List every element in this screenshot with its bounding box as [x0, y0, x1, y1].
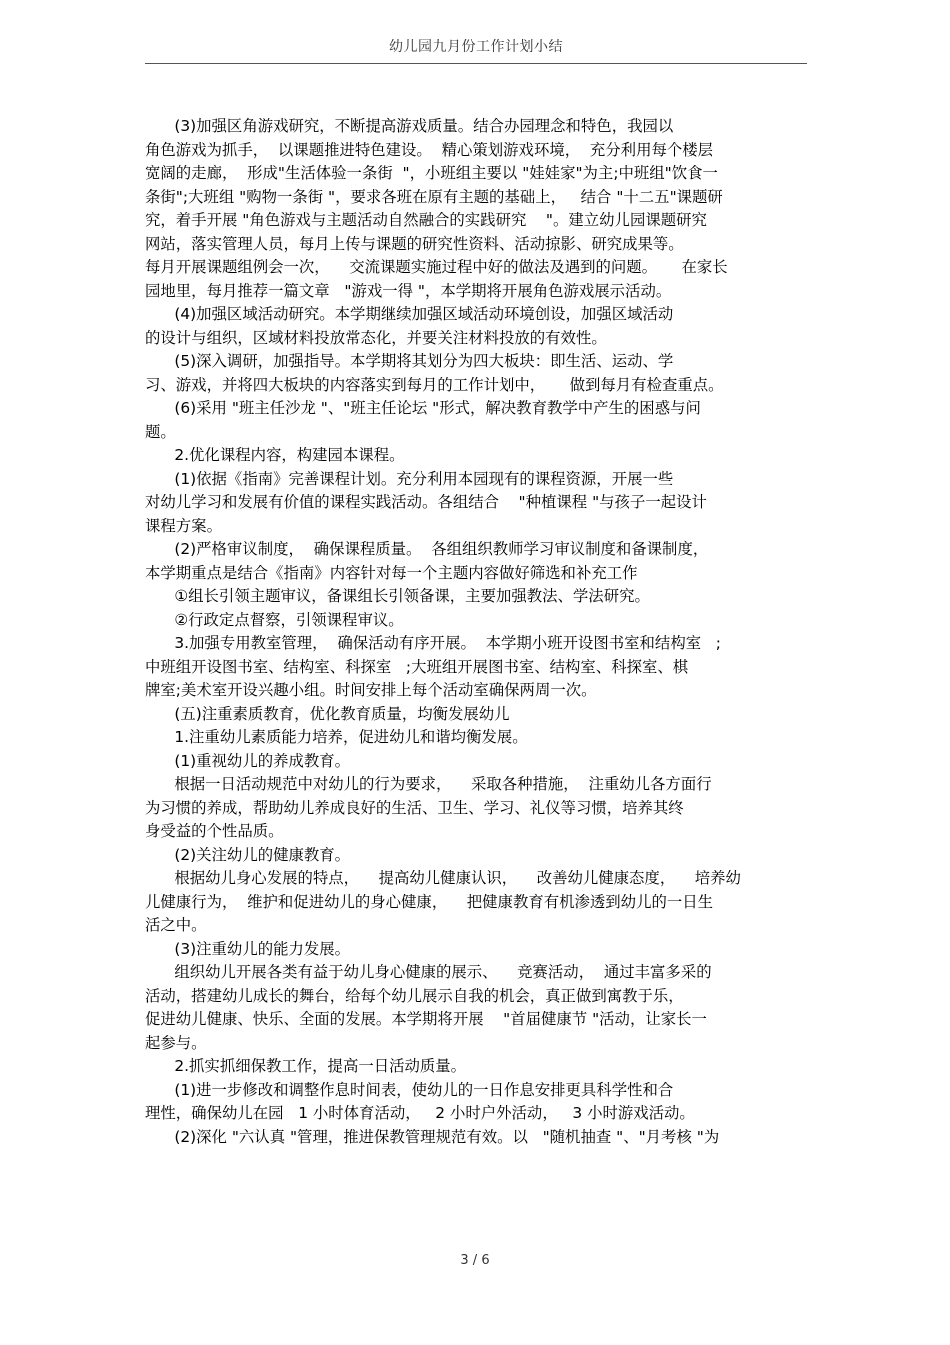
text-line: 活之中。	[145, 916, 207, 934]
text-line: 根据一日活动规范中对幼儿的行为要求， 采取各种措施， 注重幼儿各方面行	[145, 775, 712, 793]
text-line: (五)注重素质教育，优化教育质量，均衡发展幼儿	[145, 704, 510, 723]
text-line: 3.加强专用教室管理， 确保活动有序开展。 本学期小班开设图书室和结构室 ;	[145, 634, 721, 652]
text-line: 对幼儿学习和发展有价值的课程实践活动。各组结合 "种植课程 "与孩子一起设计	[145, 493, 707, 511]
text-line: ①组长引领主题审议，备课组长引领备课，主要加强教法、学法研究。	[145, 587, 650, 605]
text-line: 活动，搭建幼儿成长的舞台，给每个幼儿展示自我的机会，真正做到寓教于乐，	[145, 986, 684, 1005]
text-line: 身受益的个性品质。	[145, 822, 284, 840]
text-line: 2.抓实抓细保教工作，提高一日活动质量。	[145, 1057, 467, 1075]
text-line: 中班组开设图书室、结构室、科探室 ;大班组开展图书室、结构室、科探室、棋	[145, 657, 689, 676]
text-line: (4)加强区域活动研究。本学期继续加强区域活动环境创设，加强区域活动	[145, 305, 674, 323]
text-line: 本学期重点是结合《指南》内容针对每一个主题内容做好筛选和补充工作	[145, 563, 638, 582]
text-line: (1)重视幼儿的养成教育。	[145, 751, 351, 770]
text-line: (1)进一步修改和调整作息时间表，使幼儿的一日作息安排更具科学性和合	[145, 1080, 674, 1099]
text-line: (5)深入调研，加强指导。本学期将其划分为四大板块：即生活、运动、学	[145, 352, 674, 370]
running-header: 幼儿园九月份工作计划小结	[389, 39, 563, 55]
text-line: (1)依据《指南》完善课程计划。充分利用本园现有的课程资源，开展一些	[145, 469, 674, 488]
text-line: 促进幼儿健康、快乐、全面的发展。本学期将开展 "首届健康节 "活动，让家长一	[145, 1010, 707, 1028]
text-line: ②行政定点督察，引领课程审议。	[145, 610, 404, 629]
text-line: (2)深化 "六认真 "管理，推进保教管理规范有效。以 "随机抽查 "、"月考核 "为	[145, 1127, 720, 1146]
text-line: 园地里，每月推荐一篇文章 "游戏一得 "，本学期将开展角色游戏展示活动。	[145, 281, 672, 300]
text-line: (6)采用 "班主任沙龙 "、"班主任论坛 "形式，解决教育教学中产生的困惑与问	[145, 399, 701, 417]
text-line: 习、游戏，并将四大板块的内容落实到每月的工作计划中， 做到每月有检查重点。	[145, 375, 724, 394]
text-line: 角色游戏为抓手， 以课题推进特色建设。 精心策划游戏环境， 充分利用每个楼层	[145, 140, 714, 159]
text-line: (3)加强区角游戏研究，不断提高游戏质量。结合办园理念和特色，我园以	[145, 117, 674, 135]
text-line: (2)严格审议制度， 确保课程质量。 各组组织教师学习审议制度和备课制度，	[145, 540, 709, 558]
text-line: 究，着手开展 "角色游戏与主题活动自然融合的实践研究 "。建立幼儿园课题研究	[145, 211, 707, 229]
text-line: 网站，落实管理人员，每月上传与课题的研究性资料、活动掠影、研究成果等。	[145, 234, 684, 253]
document-body	[145, 115, 807, 1149]
text-line: 的设计与组织，区域材料投放常态化，并要关注材料投放的有效性。	[145, 328, 607, 347]
text-line: (2)关注幼儿的健康教育。	[145, 845, 351, 864]
text-line: 组织幼儿开展各类有益于幼儿身心健康的展示、 竞赛活动， 通过丰富多采的	[145, 963, 712, 981]
text-line: 每月开展课题组例会一次， 交流课题实施过程中好的做法及遇到的问题。 在家长	[145, 258, 728, 276]
text-line: 为习惯的养成，帮助幼儿养成良好的生活、卫生、学习、礼仪等习惯，培养其终	[145, 798, 684, 817]
page-number: 3 / 6	[460, 1253, 490, 1268]
text-line: 课程方案。	[145, 516, 222, 535]
header-rule	[145, 63, 807, 64]
text-line: (3)注重幼儿的能力发展。	[145, 939, 351, 958]
text-line: 1.注重幼儿素质能力培养，促进幼儿和谐均衡发展。	[145, 728, 528, 746]
text-line: 牌室;美术室开设兴趣小组。时间安排上每个活动室确保两周一次。	[145, 681, 597, 699]
text-line: 起参与。	[145, 1033, 207, 1052]
text-line: 宽阔的走廊， 形成"生活体验一条街 "，小班组主要以 "娃娃家"为主;中班组"饮食一	[145, 164, 718, 182]
text-line: 根据幼儿身心发展的特点， 提高幼儿健康认识， 改善幼儿健康态度， 培养幼	[145, 869, 741, 887]
text-line: 儿健康行为， 维护和促进幼儿的身心健康， 把健康教育有机渗透到幼儿的一日生	[145, 892, 714, 911]
text-line: 题。	[145, 422, 176, 441]
text-line: 条街";大班组 "购物一条街 "，要求各班在原有主题的基础上， 结合 "十二五"课题研	[145, 187, 723, 206]
text-line: 理性，确保幼儿在园 1 小时体育活动， 2 小时户外活动， 3 小时游戏活动。	[145, 1104, 695, 1122]
text-line: 2.优化课程内容，构建园本课程。	[145, 446, 405, 464]
